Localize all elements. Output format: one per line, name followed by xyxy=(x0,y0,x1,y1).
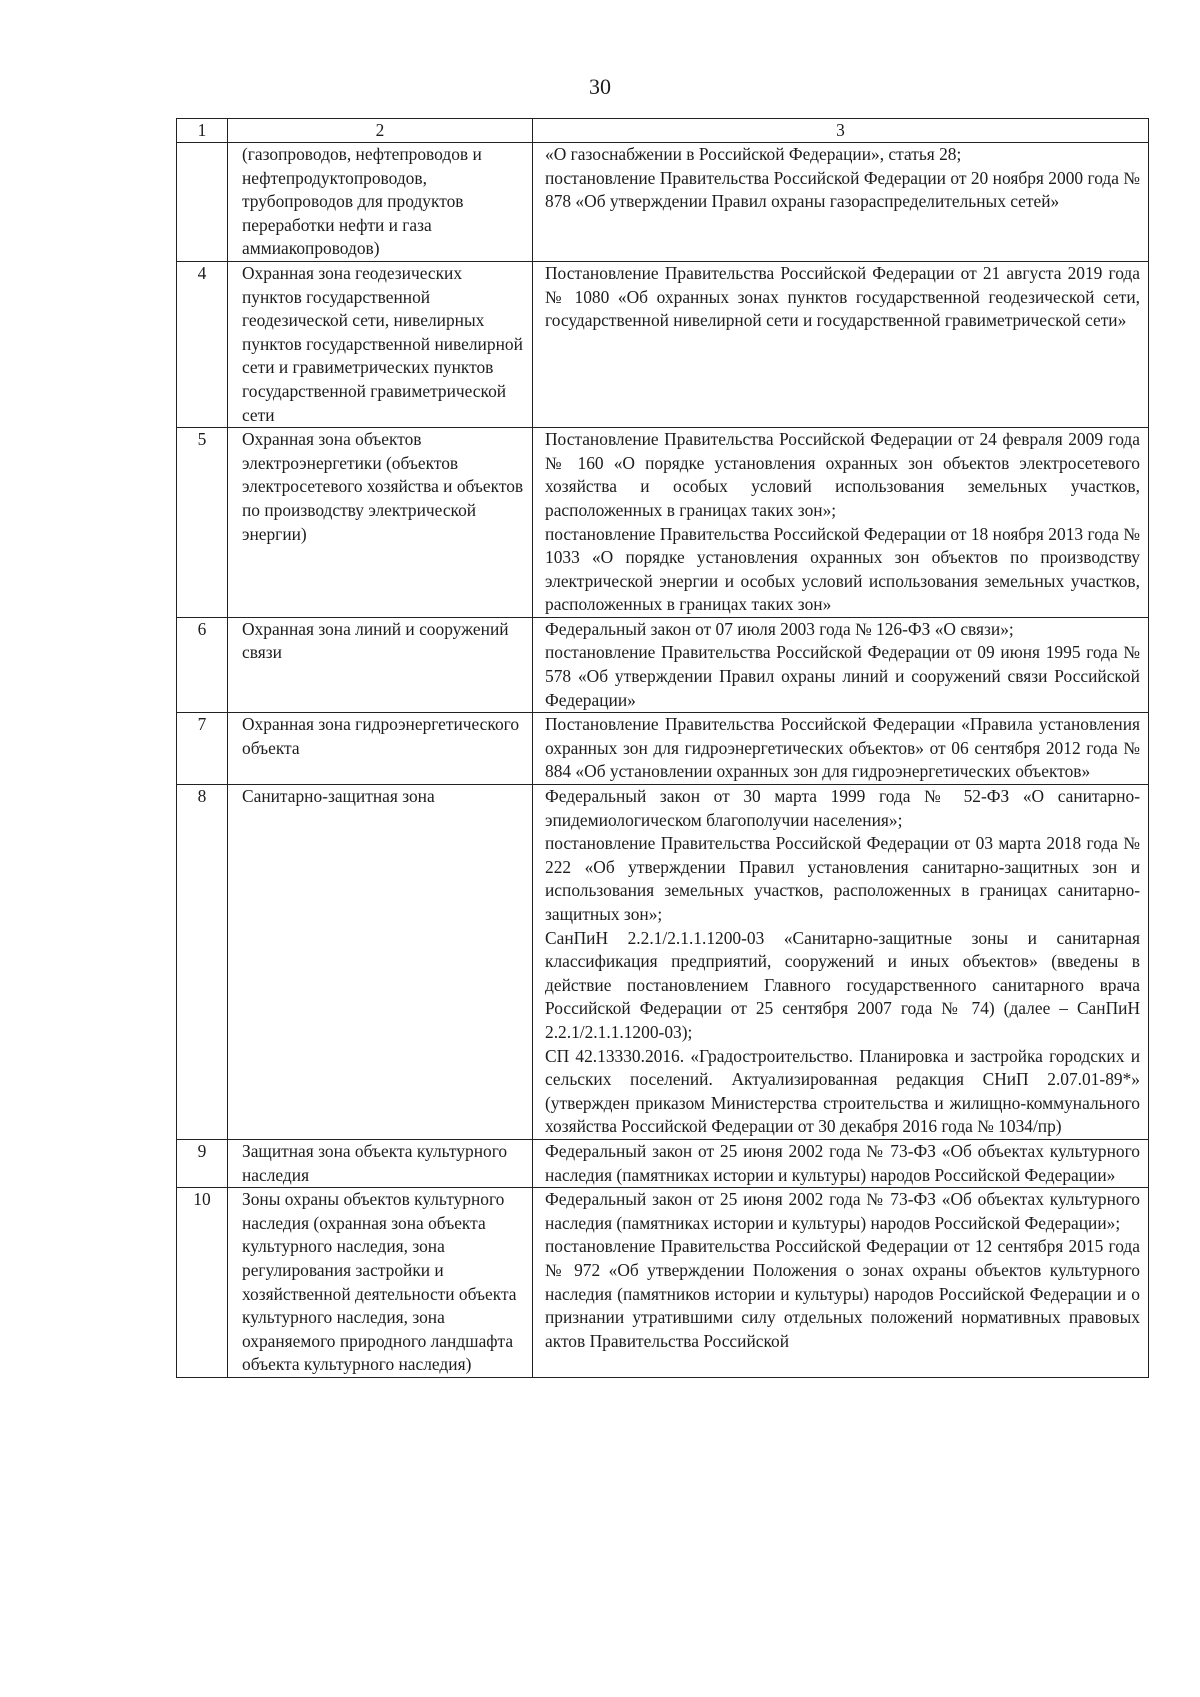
row-number: 9 xyxy=(177,1139,228,1187)
regulatory-document-entry: постановление Правительства Российской Федерации от 20 ноября 2000 года № 878 «Об утверждении Правил охраны газораспределительных сетей» xyxy=(545,167,1140,212)
regulatory-document-entry: Федеральный закон от 25 июня 2002 года № 73-ФЗ «Об объектах культурного наследия (памятниках истории и культуры) народов Российской Федерации»; xyxy=(545,1189,1140,1233)
page-number: 30 xyxy=(589,74,611,99)
row-number: 5 xyxy=(177,428,228,618)
row-number xyxy=(177,143,228,262)
zone-name: Санитарно-защитная зона xyxy=(228,785,533,1140)
regulatory-document-entry: постановление Правительства Российской Федерации от 18 ноября 2013 года № 1033 «О порядке установления охранных зон объектов по производству электрической энергии и особых условий использования земельных участков, расположенных в границах таких зон» xyxy=(545,523,1140,615)
zone-name: Охранная зона линий и сооружений связи xyxy=(228,617,533,712)
row-number: 7 xyxy=(177,713,228,785)
table-row xyxy=(177,617,1149,712)
regulatory-documents xyxy=(533,261,1149,427)
regulatory-document-entry: СП 42.13330.2016. «Градостроительство. Планировка и застройка городских и сельских поселений. Актуализированная редакция СНиП 2.07.01-89*» (утвержден приказом Министерства строительства и жилищно-коммунального хозяйства Российской Федерации от 30 декабря 2016 года № 1034/пр) xyxy=(545,1045,1140,1137)
regulatory-documents xyxy=(533,428,1149,618)
table-row xyxy=(177,143,1149,262)
row-number: 10 xyxy=(177,1188,228,1378)
zone-name: Охранная зона объектов электроэнергетики (объектов электросетевого хозяйства и объектов по производству электрической энергии) xyxy=(228,428,533,618)
regulatory-documents xyxy=(533,1139,1149,1187)
regulatory-document-entry: постановление Правительства Российской Федерации от 09 июня 1995 года № 578 «Об утверждении Правил охраны линий и сооружений связи Российской Федерации» xyxy=(545,642,1140,710)
regulatory-documents xyxy=(533,785,1149,1140)
regulatory-document-entry: Федеральный закон от 25 июня 2002 года № 73-ФЗ «Об объектах культурного наследия (памятниках истории и культуры) народов Российской Федерации» xyxy=(545,1140,1140,1185)
zone-name: (газопроводов, нефтепроводов и нефтепродуктопроводов, трубопроводов для продуктов переработки нефти и газа аммиакопроводов) xyxy=(228,143,533,262)
table-row xyxy=(177,1139,1149,1187)
regulatory-document-entry: СанПиН 2.2.1/2.1.1.1200-03 «Санитарно-защитные зоны и санитарная классификация предприятий, сооружений и иных объектов» (введены в действие постановлением Главного государственного санитарного врача Российской Федерации от 25 сентября 2007 года № 74) (далее – СанПиН 2.2.1/2.1.1.1200-03); xyxy=(545,927,1140,1042)
regulatory-document-entry: Федеральный закон от 07 июля 2003 года № 126-ФЗ «О связи»; xyxy=(545,618,1014,639)
zone-name: Охранная зона геодезических пунктов государственной геодезической сети, нивелирных пунктов государственной нивелирной сети и гравиметрических пунктов государственной гравиметрической сети xyxy=(228,261,533,427)
regulatory-document-entry: Постановление Правительства Российской Федерации от 21 августа 2019 года № 1080 «Об охранных зонах пунктов государственной геодезической сети, государственной нивелирной сети и государственной гравиметрической сети» xyxy=(545,262,1140,331)
row-number: 4 xyxy=(177,261,228,427)
regulatory-document-entry: Постановление Правительства Российской Федерации от 24 февраля 2009 года № 160 «О порядке установления охранных зон объектов электросетевого хозяйства и особых условий использования земельных участков, расположенных в границах таких зон»; xyxy=(545,429,1140,520)
zone-name: Зоны охраны объектов культурного наследия (охранная зона объекта культурного наследия, зона регулирования застройки и хозяйственной деятельности объекта культурного наследия, зона охраняемого природного ландшафта объекта культурного наследия) xyxy=(228,1188,533,1378)
table-row xyxy=(177,428,1149,618)
zone-name: Защитная зона объекта культурного наследия xyxy=(228,1139,533,1187)
row-number: 6 xyxy=(177,617,228,712)
regulatory-document-entry: Федеральный закон от 30 марта 1999 года № 52-ФЗ «О санитарно-эпидемиологическом благополучии населения»; xyxy=(545,786,1140,830)
table-header-row xyxy=(177,119,1149,143)
regulatory-document-entry: постановление Правительства Российской Федерации от 12 сентября 2015 года № 972 «Об утверждении Положения о зонах охраны объектов культурного наследия (памятников истории и культуры) народов Российской Федерации и о признании утратившими силу отдельных положений нормативных правовых актов Правительства Российской xyxy=(545,1236,1140,1351)
table-row xyxy=(177,713,1149,785)
regulatory-documents xyxy=(533,617,1149,712)
column-header-2: 2 xyxy=(228,119,533,143)
table-row xyxy=(177,261,1149,427)
regulatory-documents xyxy=(533,1188,1149,1378)
regulatory-documents xyxy=(533,713,1149,785)
row-number: 8 xyxy=(177,785,228,1140)
zone-name: Охранная зона гидроэнергетического объекта xyxy=(228,713,533,785)
table-row xyxy=(177,1188,1149,1378)
regulatory-document-entry: постановление Правительства Российской Федерации от 03 марта 2018 года № 222 «Об утверждении Правил установления санитарно-защитных зон и использования земельных участков, расположенных в границах санитарно-защитных зон»; xyxy=(545,833,1140,924)
regulation-table xyxy=(176,118,1149,1378)
column-header-1: 1 xyxy=(177,119,228,143)
regulatory-document-entry: Постановление Правительства Российской Федерации «Правила установления охранных зон для гидроэнергетических объектов» от 06 сентября 2012 года № 884 «Об установлении охранных зон для гидроэнергетических объектов» xyxy=(545,714,1140,782)
regulatory-documents xyxy=(533,143,1149,262)
table-body xyxy=(177,119,1149,1378)
column-header-3: 3 xyxy=(533,119,1149,143)
table-row xyxy=(177,785,1149,1140)
regulatory-document-entry: «О газоснабжении в Российской Федерации», статья 28; xyxy=(545,144,962,164)
